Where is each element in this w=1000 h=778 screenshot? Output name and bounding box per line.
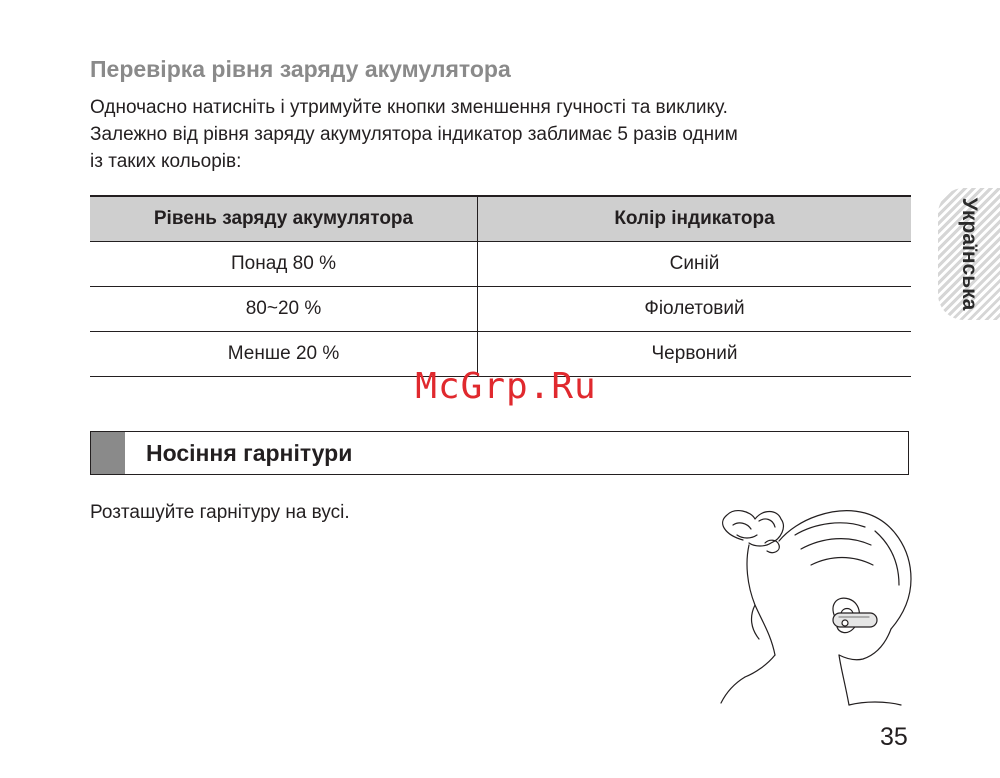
wearing-section-header <box>90 431 909 475</box>
indicator-color-cell: Фіолетовий <box>478 287 912 332</box>
header-battery-level: Рівень заряду акумулятора <box>90 196 478 242</box>
header-indicator-color: Колір індикатора <box>478 196 912 242</box>
section-title: Перевірка рівня заряду акумулятора <box>90 56 511 82</box>
battery-level-cell: 80~20 % <box>90 287 478 332</box>
wearing-instruction: Розташуйте гарнітуру на вусі. <box>90 502 350 523</box>
language-label: Українська <box>958 197 981 311</box>
page-number: 35 <box>880 723 908 751</box>
language-tab <box>938 188 1000 320</box>
wearing-title: Носіння гарнітури <box>146 439 353 466</box>
watermark: McGrp.Ru <box>415 366 597 407</box>
intro-line: Одночасно натисніть і утримуйте кнопки зменшення гучності та виклику. <box>90 97 728 118</box>
table-row <box>90 287 911 332</box>
table-row <box>90 242 911 287</box>
indicator-color-cell: Червоний <box>478 332 912 377</box>
battery-level-cell: Понад 80 % <box>90 242 478 287</box>
table-header-row <box>90 196 911 242</box>
battery-level-cell: Менше 20 % <box>90 332 478 377</box>
intro-paragraph <box>90 94 860 175</box>
section-marker <box>91 432 125 474</box>
battery-level-table <box>90 195 911 377</box>
intro-line: із таких кольорів: <box>90 151 242 172</box>
indicator-color-cell: Синій <box>478 242 912 287</box>
headset-wearing-illustration <box>715 505 955 710</box>
intro-line: Залежно від рівня заряду акумулятора індикатор заблимає 5 разів одним <box>90 124 738 145</box>
